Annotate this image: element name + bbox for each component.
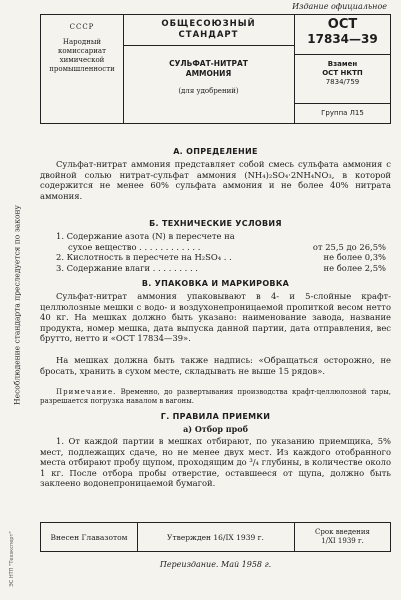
- product-subtitle: (для удобрений): [178, 87, 239, 95]
- group-code: Группа Л15: [321, 109, 364, 117]
- standard-kind: [123, 19, 294, 41]
- section-a-title: А. ОПРЕДЕЛЕНИЕ: [173, 147, 258, 156]
- reissue-note: Переиздание. Май 1958 г.: [159, 560, 272, 569]
- note-label: Примечание.: [56, 388, 117, 396]
- tech-item-3-value: не более 2,5%: [323, 262, 386, 273]
- corner-watermark-text: ЭС НТП "Техэксперт": [9, 531, 15, 587]
- section-g-para1: 1. От каждой партии в мешках отбирают, по указанию приемщика, 5% мест, подлежащих сдаче, но не менее двух мест. Из каждого отобранного места отбирают пробу щупом, проходящим до ³/₄ глубины, в количестве около 1 кг. После отбора пробы отверстие, оставшееся от щупа, должно быть заклеено водонепроницаемой бумагой.: [40, 436, 391, 489]
- edition-note: Издание официальное: [292, 2, 387, 11]
- section-v-title: В. УПАКОВКА И МАРКИРОВКА: [141, 279, 290, 288]
- effective-value: 1/XI 1939 г.: [321, 537, 364, 545]
- product-title-line1: СУЛЬФАТ-НИТРАТ: [169, 59, 248, 68]
- section-g-title: Г. ПРАВИЛА ПРИЕМКИ: [160, 412, 271, 421]
- product-title-line2: АММОНИЯ: [185, 69, 232, 78]
- effective-label: Срок введения: [315, 528, 370, 536]
- ost-label: ОСТ: [327, 17, 358, 32]
- section-v-note: [40, 388, 391, 406]
- effective-date: [294, 528, 391, 546]
- section-g-subtitle: а) Отбор проб: [183, 424, 248, 434]
- side-warning-text: Несоблюдение стандарта преследуется по закону: [12, 205, 22, 405]
- replace-label: Взамен: [327, 60, 358, 68]
- section-b-title: Б. ТЕХНИЧЕСКИЕ УСЛОВИЯ: [149, 219, 282, 228]
- replace-sub: 7834/759: [325, 78, 360, 86]
- tech-item-1-value: от 25,5 до 26,5%: [312, 241, 386, 252]
- note-text: Временно, до развертывания производства крафт-целлюлозной тары, разрешается погрузка навалом в вагоны.: [40, 388, 391, 405]
- replace-value: ОСТ НКТП: [322, 69, 363, 77]
- ministry-line3: химической: [59, 56, 105, 64]
- tech-conditions-list: [56, 231, 386, 273]
- standard-header: [40, 14, 391, 124]
- standard-number-block: [294, 17, 391, 47]
- introduced-by: Внесен Главазотом: [50, 533, 128, 542]
- section-a-text: Сульфат-нитрат аммония представляет собой смесь сульфата аммония с двойной солью нитрат-сульфат аммония (NH₄)₂SO₄·2NH₄NO₃, в которой содержится не менее 60% сульфата аммония и не более 40% нитрата аммония.: [40, 159, 391, 201]
- section-v-para1: Сульфат-нитрат аммония упаковывают в 4- и 5-слойные крафт-целлюлозные мешки с водо- и воздухонепроницаемой пропиткой весом нетто 40 кг. На мешках должно быть указано: наименование завода, название продукта, номер мешка, дата выпуска данной партии, дата отправления, вес брутто, нетто и «ОСТ 17834—39».: [40, 291, 391, 344]
- standard-kind-line1: ОБЩЕСОЮЗНЫЙ: [161, 19, 256, 29]
- corner-watermark: [6, 520, 18, 598]
- ministry-line4: промышленности: [49, 65, 115, 73]
- country-label: СССР: [69, 23, 95, 31]
- tech-item-2-value: не более 0,3%: [323, 252, 386, 263]
- standard-kind-line2: СТАНДАРТ: [178, 30, 239, 40]
- tech-item-3-label: 3. Содержание влаги . . . . . . . . .: [56, 262, 198, 273]
- side-warning: [6, 140, 28, 470]
- ministry-line2: комиссариат: [58, 47, 106, 55]
- header-left: [41, 23, 123, 74]
- ministry-line1: Народный: [62, 38, 102, 46]
- approval-footer: [40, 522, 391, 552]
- tech-item-1: [56, 242, 386, 253]
- tech-item-2-label: 2. Кислотность в пересчете на H₂SO₄ . .: [56, 252, 232, 263]
- tech-item-1b: сухое вещество . . . . . . . . . . . .: [68, 241, 201, 252]
- standard-number: 17834—39: [307, 32, 378, 46]
- section-v-para2: На мешках должна быть также надпись: «Обращаться осторожно, не бросать, хранить в сухом месте, складывать не выше 15 рядов».: [40, 355, 391, 376]
- tech-item-1a: 1. Содержание азота (N) в пересчете на: [56, 231, 235, 241]
- product-title: [123, 59, 294, 96]
- approved-date: Утвержден 16/IX 1939 г.: [167, 533, 264, 542]
- replacement-block: [294, 60, 391, 87]
- tech-item-3: [56, 263, 386, 274]
- tech-item-2: [56, 252, 386, 263]
